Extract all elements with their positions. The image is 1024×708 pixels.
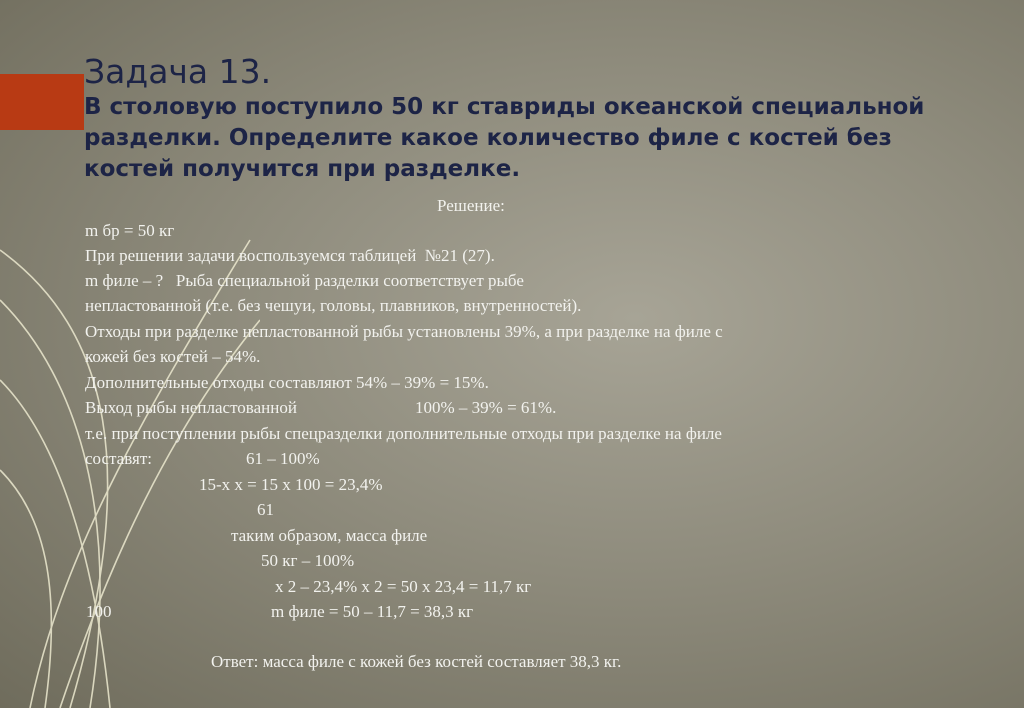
slide-title: [84, 52, 984, 185]
given-mass: m бр = 50 кг: [85, 221, 175, 240]
yield-calc: 100% – 39% = 61%.: [415, 398, 557, 417]
answer-line: Ответ: масса филе с кожей без костей составляет 38,3 кг.: [211, 652, 622, 671]
unknown-line: m филе – ? Рыба специальной разделки соответствует рыбе: [85, 271, 524, 290]
unknown-continued: непластованной (т.е. без чешуи, головы, плавников, внутренностей).: [85, 296, 582, 315]
waste-line-2: кожей без костей – 54%.: [85, 347, 261, 366]
task-statement: В столовую поступило 50 кг ставриды океанской специальной разделки. Определите какое количество филе с костей без костей получится при разделке.: [84, 94, 925, 182]
ie-line: т.е. при поступлении рыбы спецразделки дополнительные отходы при разделке на филе: [85, 424, 722, 443]
waste-line-1: Отходы при разделке непластованной рыбы установлены 39%, а при разделке на филе с: [85, 322, 723, 341]
extra-waste-line: Дополнительные отходы составляют 54% – 39% = 15%.: [85, 373, 489, 392]
solution-header: Решение:: [437, 196, 505, 215]
mass-line-1: 50 кг – 100%: [261, 551, 355, 570]
mass-line-2: х 2 – 23,4% х 2 = 50 х 23,4 = 11,7 кг: [275, 577, 532, 596]
accent-bar: [0, 74, 84, 130]
proportion-line-2: 15-х х = 15 х 100 = 23,4%: [199, 475, 383, 494]
makes-label: составят:: [85, 449, 152, 468]
proportion-line-1: 61 – 100%: [246, 449, 320, 468]
mass-line-3: m филе = 50 – 11,7 = 38,3 кг: [271, 602, 474, 621]
task-heading: Задача 13.: [84, 52, 272, 91]
yield-label: Выход рыбы непластованной: [85, 398, 297, 417]
table-reference: При решении задачи воспользуемся таблицей №21 (27).: [85, 246, 495, 265]
mass-line-3-left: 100: [86, 602, 112, 621]
thus-line: таким образом, масса филе: [231, 526, 428, 545]
proportion-line-3: 61: [257, 500, 274, 519]
